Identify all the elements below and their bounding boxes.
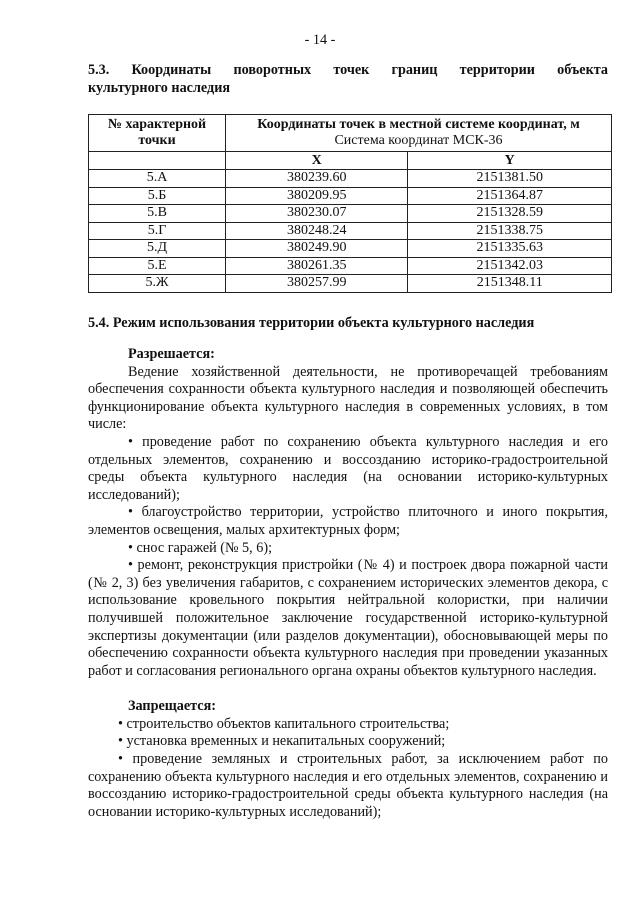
section-5-3-title bbox=[88, 62, 608, 97]
forbidden-item: • строительство объектов капитального строительства; bbox=[118, 715, 450, 732]
cell-x: 380248.24 bbox=[226, 222, 408, 240]
cell-x: 380230.07 bbox=[226, 205, 408, 223]
allowed-label: Разрешается: bbox=[128, 346, 215, 362]
table-row bbox=[89, 240, 612, 258]
forbidden-item: • установка временных и некапитальных сооружений; bbox=[118, 733, 446, 750]
table-row bbox=[89, 257, 612, 275]
cell-point: 5.А bbox=[89, 170, 226, 188]
cell-point: 5.Г bbox=[89, 222, 226, 240]
allowed-item: • благоустройство территории, устройство плиточного и иного покрытия, элементов освещения, малых архитектурных форм; bbox=[88, 504, 608, 538]
cell-x: 380257.99 bbox=[226, 275, 408, 293]
cell-point: 5.Д bbox=[89, 240, 226, 258]
section-5-3-title-line1: 5.3. Координаты поворотных точек границ территории объекта bbox=[88, 62, 608, 78]
allowed-item: • снос гаражей (№ 5, 6); bbox=[128, 539, 273, 556]
allowed-intro: Ведение хозяйственной деятельности, не противоречащей требованиям обеспечения сохранности объекта культурного наследия и позволяющей обеспечить функционирование объекта культурного наследия в современных условиях, в том числе: bbox=[88, 363, 608, 433]
allowed-item: • ремонт, реконструкция пристройки (№ 4) и построек двора пожарной части (№ 2, 3) без увеличения габаритов, с сохранением исторических элементов декора, с использование кровельного покрытия нейтральной колористки, при наличии получившей положительное заключение государственной историко-культурной экспертизы документации (или разделов документации), обосновывающей меры по обеспечению сохранности объекта культурного наследия при проведении указанных работ и согласования регионального органа охраны объектов культурного наследия. bbox=[88, 557, 608, 679]
table-row bbox=[89, 275, 612, 293]
cell-y: 2151364.87 bbox=[408, 187, 612, 205]
header-coordinates bbox=[226, 115, 612, 152]
table-row bbox=[89, 187, 612, 205]
coordinates-table bbox=[88, 114, 612, 293]
header-coordinates-line1: Координаты точек в местной системе координат, м bbox=[257, 117, 580, 132]
section-5-4-title: 5.4. Режим использования территории объекта культурного наследия bbox=[88, 315, 535, 331]
cell-x: 380261.35 bbox=[226, 257, 408, 275]
header-coordinates-line2: Система координат МСК-36 bbox=[334, 133, 503, 148]
page-number: - 14 - bbox=[304, 32, 336, 48]
allowed-item: • проведение работ по сохранению объекта культурного наследия и его отдельных элементов, сохранению и воссозданию историко-градостроительной среды объекта культурного наследия (на основании историко-культурных исследований); bbox=[88, 433, 608, 503]
cell-y: 2151348.11 bbox=[408, 275, 612, 293]
cell-y: 2151342.03 bbox=[408, 257, 612, 275]
cell-y: 2151381.50 bbox=[408, 170, 612, 188]
cell-x: 380239.60 bbox=[226, 170, 408, 188]
header-x: X bbox=[226, 152, 408, 170]
cell-point: 5.Ж bbox=[89, 275, 226, 293]
cell-point: 5.Е bbox=[89, 257, 226, 275]
cell-x: 380209.95 bbox=[226, 187, 408, 205]
forbidden-label: Запрещается: bbox=[128, 698, 216, 715]
cell-point: 5.В bbox=[89, 205, 226, 223]
section-5-4-body bbox=[88, 346, 608, 821]
cell-y: 2151328.59 bbox=[408, 205, 612, 223]
cell-y: 2151335.63 bbox=[408, 240, 612, 258]
table-row bbox=[89, 170, 612, 188]
table-row bbox=[89, 222, 612, 240]
header-point-number: № характерной точки bbox=[89, 115, 226, 152]
forbidden-item: • проведение земляных и строительных работ, за исключением работ по сохранению объекта культурного наследия и его отдельных элементов, сохранению и воссозданию историко-градостроительной среды объекта культурного наследия (на основании историко-культурных исследований); bbox=[88, 751, 608, 820]
cell-point: 5.Б bbox=[89, 187, 226, 205]
table-row bbox=[89, 205, 612, 223]
header-y: Y bbox=[408, 152, 612, 170]
cell-x: 380249.90 bbox=[226, 240, 408, 258]
cell-y: 2151338.75 bbox=[408, 222, 612, 240]
section-5-3-title-line2: культурного наследия bbox=[88, 79, 231, 96]
